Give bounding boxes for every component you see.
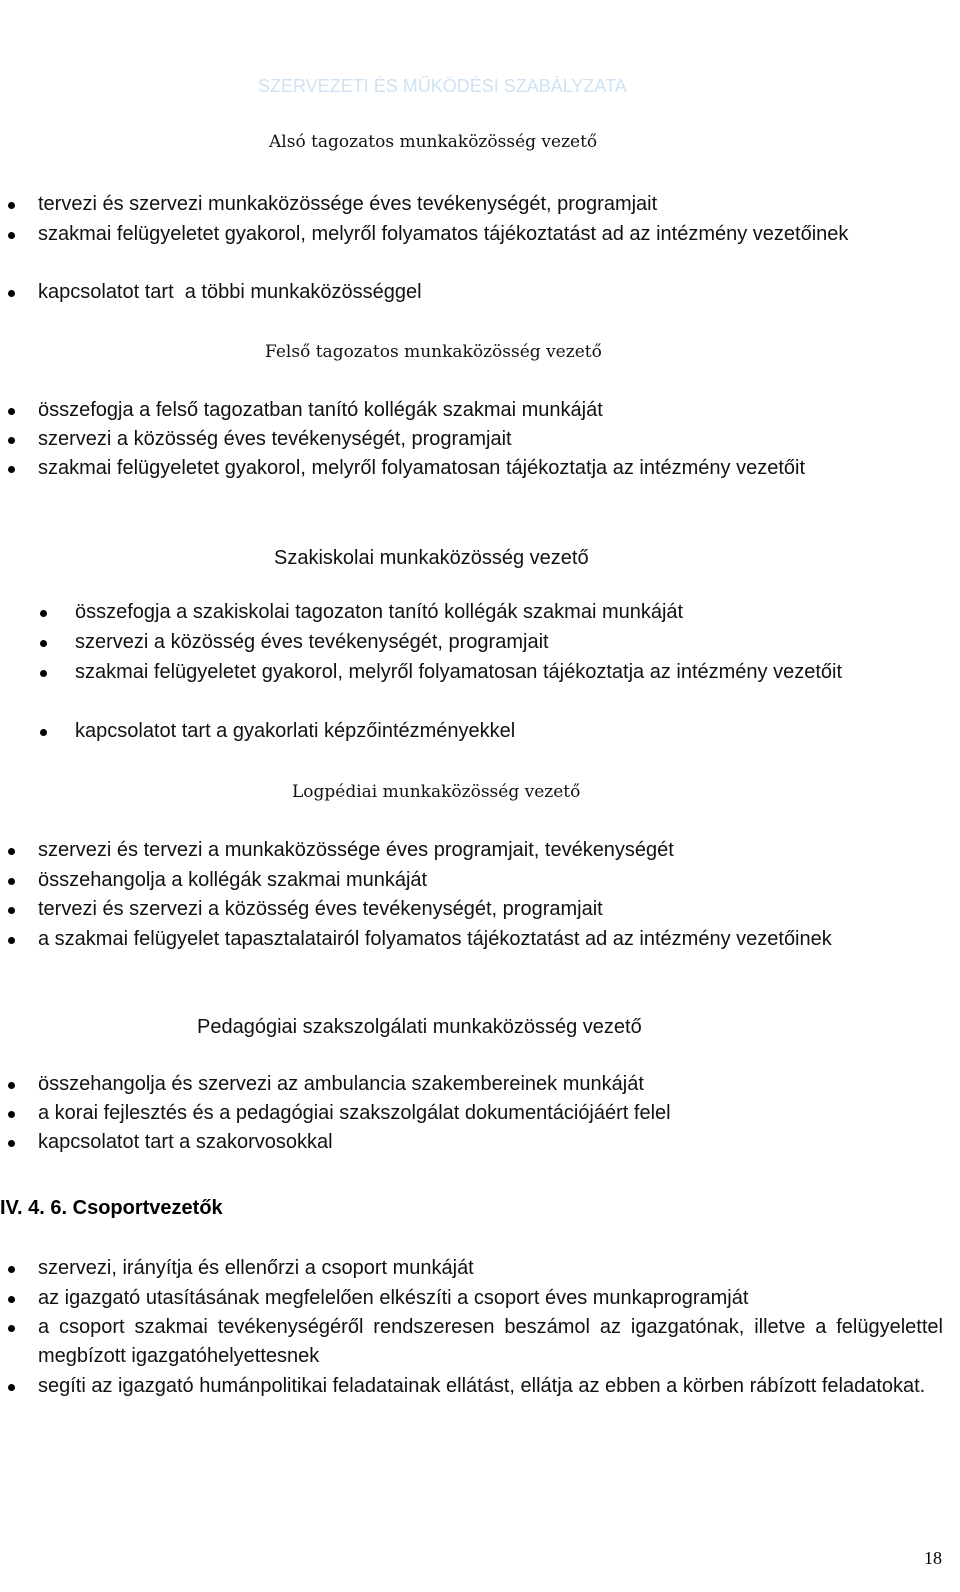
list-item: szakmai felügyeletet gyakorol, melyről folyamatosan tájékoztatja az intézmény vezetőit: [38, 457, 806, 479]
list-item: kapcsolatot tart a szakorvosokkal: [38, 1131, 333, 1153]
list-item: összefogja a szakiskolai tagozaton tanító kollégák szakmai munkáját: [75, 601, 684, 623]
bullet-icon: [8, 232, 15, 239]
bullet-icon: [8, 848, 15, 855]
bullet-icon: [8, 878, 15, 885]
header-line-2: Módszertani Intézmény, Óvoda, Általános Iskola és Speciális Szakiskola: [1, 30, 548, 47]
bullet-icon: [8, 937, 15, 944]
header-line-1: Aranyhíd Nevelési - Oktatási Integrációs Központ, Egységes Gyógypedagógiai, Konduktív Pedagógiai: [1, 4, 775, 21]
bullet-icon: [40, 610, 47, 617]
list-item: tervezi és szervezi a közösség éves tevékenységét, programjait: [38, 898, 603, 920]
bullet-icon: [8, 907, 15, 914]
bullet-icon: [8, 1384, 15, 1391]
bullet-icon: [8, 1082, 15, 1089]
bullet-icon: [40, 670, 47, 677]
list-item: szervezi a közösség éves tevékenységét, programjait: [75, 631, 549, 653]
bullet-icon: [8, 466, 15, 473]
list-item: összehangolja és szervezi az ambulancia szakembereinek munkáját: [38, 1073, 644, 1095]
list-item: kapcsolatot tart a többi munkaközösséggel: [38, 281, 422, 303]
list-item: a korai fejlesztés és a pedagógiai szakszolgálat dokumentációjáért felel: [38, 1102, 671, 1124]
list-item: a csoport szakmai tevékenységéről rendszeresen beszámol az igazgatónak, illetve a felügyelettel megbízott igazgatóhelyettesnek: [38, 1316, 943, 1367]
bullet-icon: [8, 1140, 15, 1147]
bullet-icon: [8, 1266, 15, 1273]
list-item: összefogja a felső tagozatban tanító kollégák szakmai munkáját: [38, 399, 603, 421]
heading-pedagogiai-szakszolgalati: Pedagógiai szakszolgálati munkaközösség vezető: [197, 1016, 642, 1038]
bullet-icon: [8, 290, 15, 297]
bullet-icon: [8, 408, 15, 415]
heading-logopediai: Logpédiai munkaközösség vezető: [292, 782, 581, 802]
list-item: összehangolja a kollégák szakmai munkáját: [38, 869, 428, 891]
list-item: szervezi, irányítja és ellenőrzi a csoport munkáját: [38, 1257, 474, 1279]
list-item: szakmai felügyeletet gyakorol, melyről folyamatosan tájékoztatja az intézmény vezetőit: [75, 661, 843, 683]
list-item: segíti az igazgató humánpolitikai feladatainak ellátást, ellátja az ebben a körben rábízott feladatokat.: [38, 1375, 926, 1397]
list-item: kapcsolatot tart a gyakorlati képzőintézményekkel: [75, 720, 516, 742]
document-header-banner: [0, 0, 960, 52]
bullet-icon: [8, 437, 15, 444]
bullet-icon: [8, 1325, 15, 1332]
list-item: szakmai felügyeletet gyakorol, melyről folyamatos tájékoztatást ad az intézmény vezetőinek: [38, 223, 849, 245]
heading-szakiskolai: Szakiskolai munkaközösség vezető: [274, 547, 589, 569]
list-item: a szakmai felügyelet tapasztalatairól folyamatos tájékoztatást ad az intézmény vezetőinek: [38, 928, 832, 950]
bullet-icon: [8, 202, 15, 209]
page-number: 18: [924, 1548, 942, 1568]
list-item: szervezi a közösség éves tevékenységét, programjait: [38, 428, 512, 450]
list-item: szervezi és tervezi a munkaközössége éves programjait, tevékenységét: [38, 839, 674, 861]
heading-felso-tagozat: Felső tagozatos munkaközösség vezető: [265, 342, 602, 362]
bullet-icon: [8, 1296, 15, 1303]
bullet-icon: [8, 1111, 15, 1118]
heading-also-tagozat: Alsó tagozatos munkaközösség vezető: [269, 132, 598, 152]
section-title-csoportvezetok: IV. 4. 6. Csoportvezetők: [0, 1197, 223, 1219]
bullet-icon: [40, 729, 47, 736]
list-item: tervezi és szervezi munkaközössége éves tevékenységét, programjait: [38, 193, 658, 215]
document-subtitle: SZERVEZETI ÉS MŰKÖDÉSI SZABÁLYZATA: [258, 76, 627, 96]
list-item: az igazgató utasításának megfelelően elkészíti a csoport éves munkaprogramját: [38, 1287, 749, 1309]
bullet-icon: [40, 640, 47, 647]
